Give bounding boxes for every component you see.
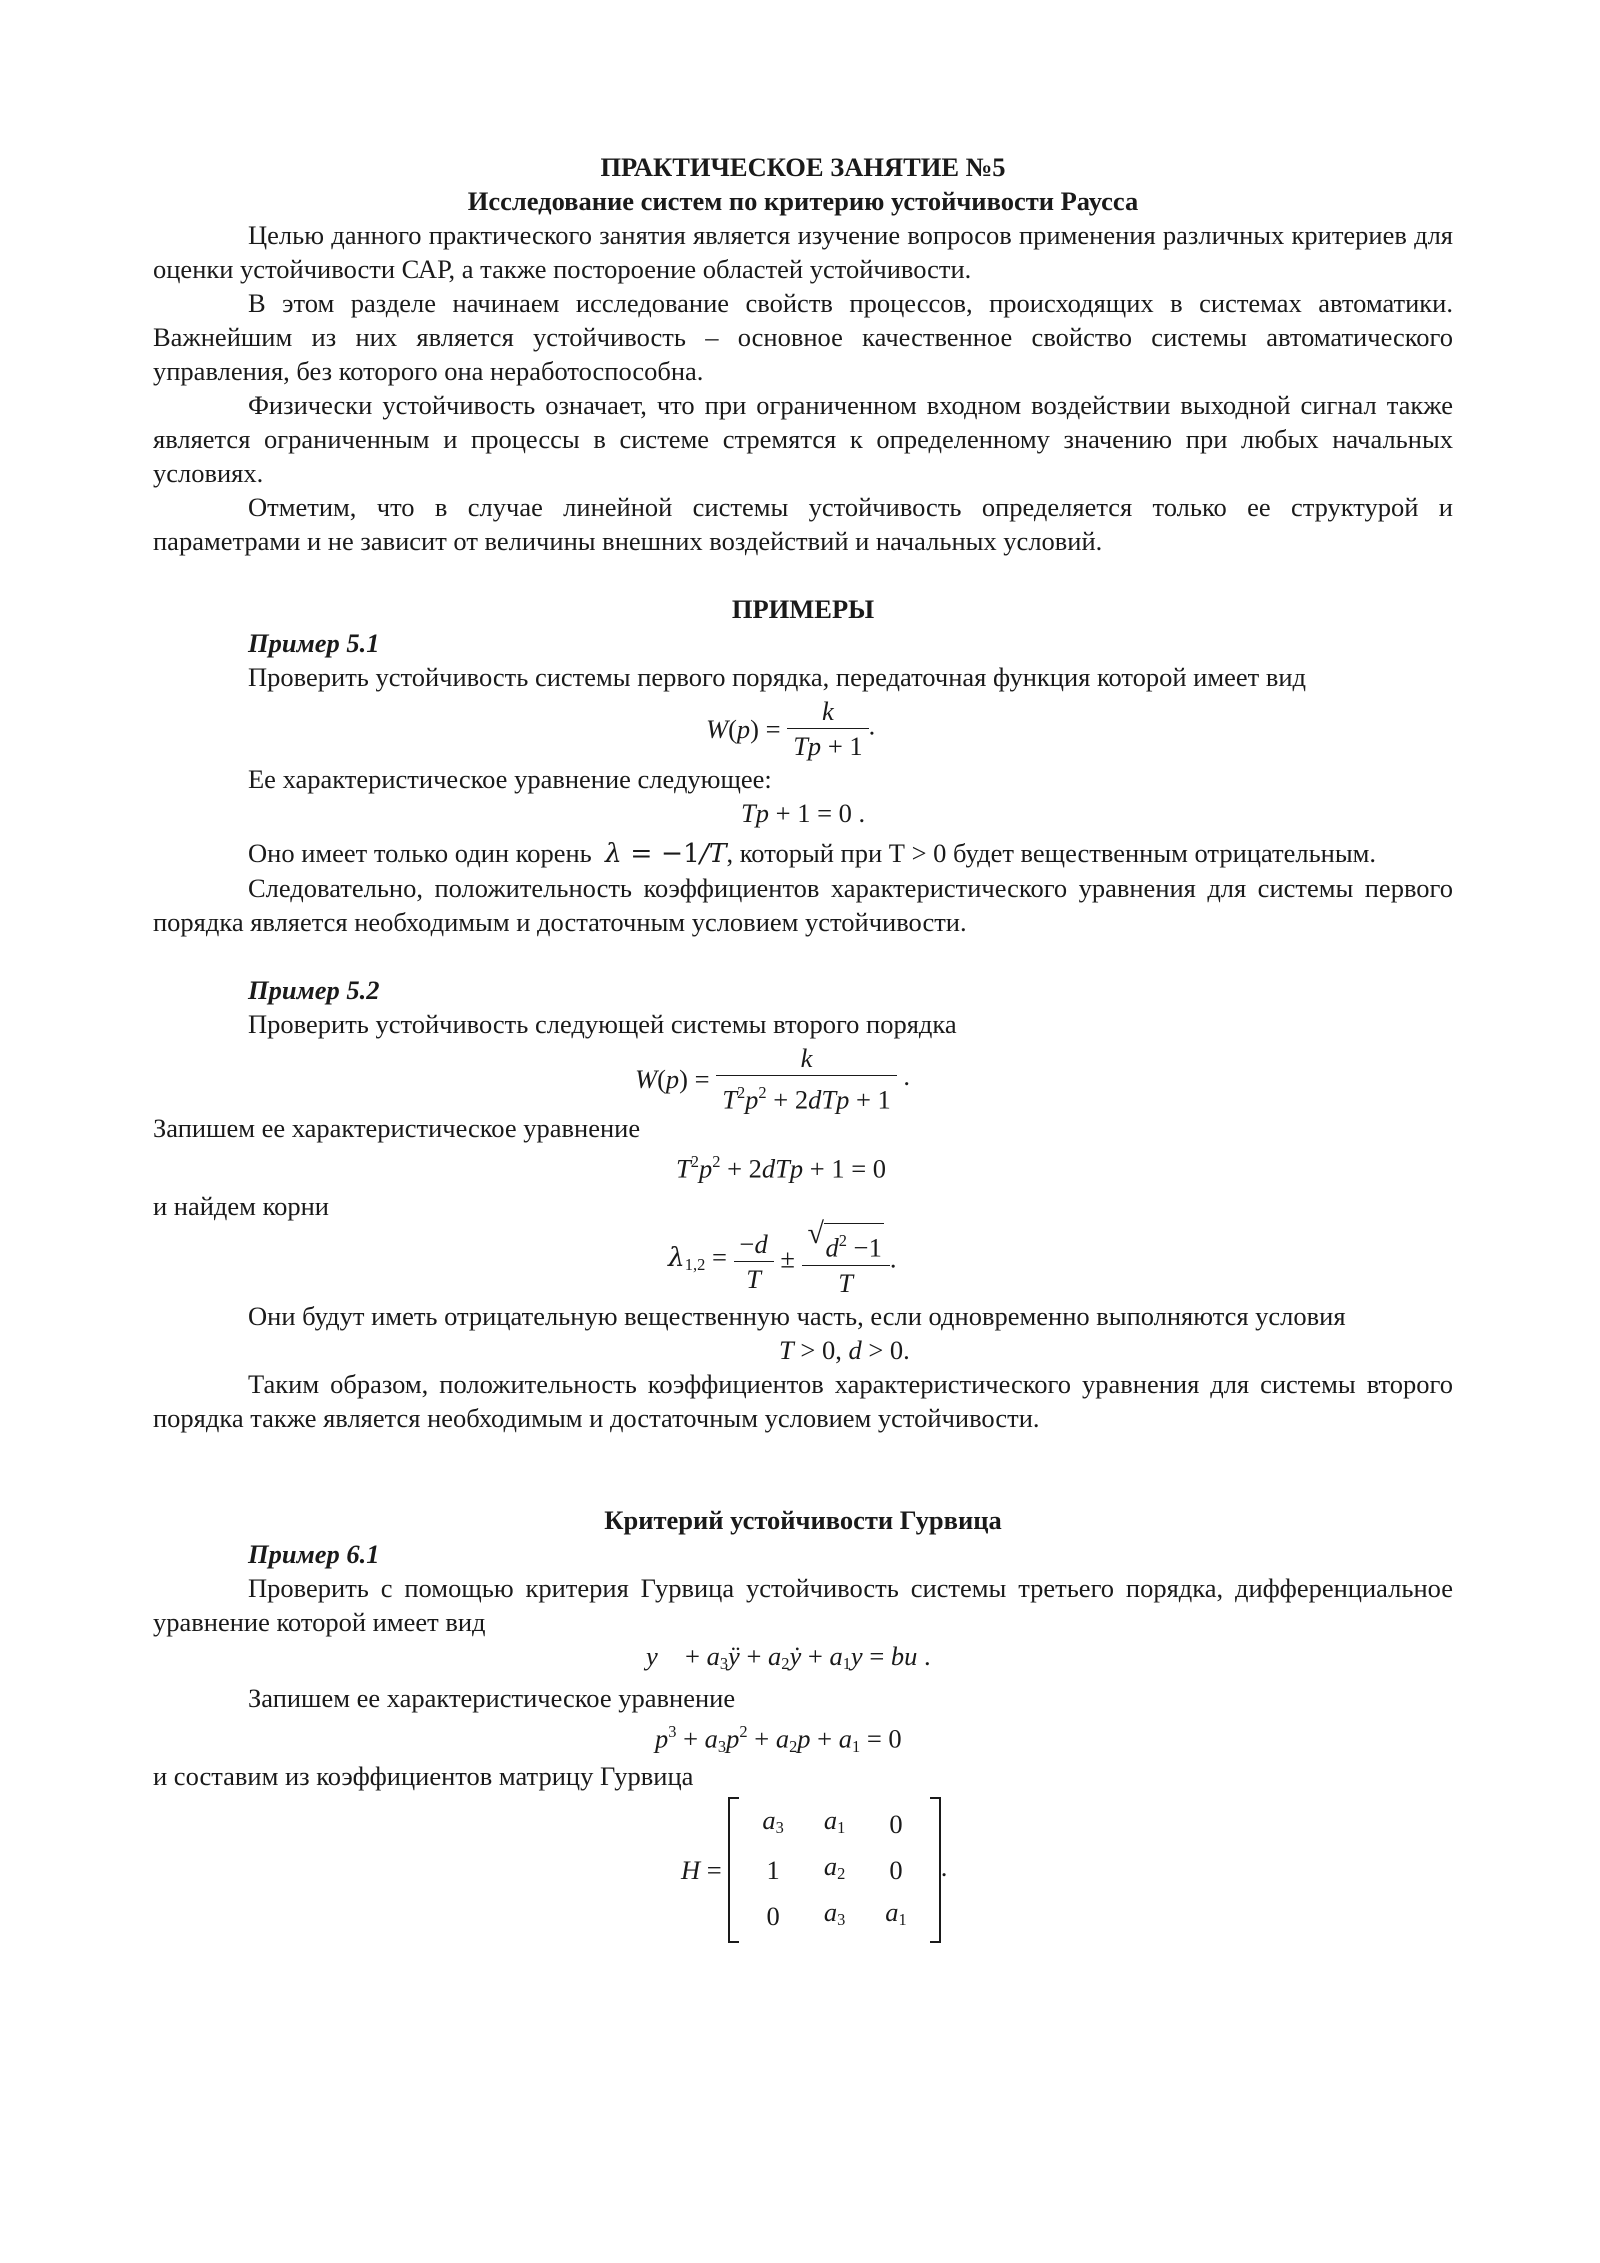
characteristic-equation: $T^2p^2 + 2dTp + 1 = 0$ bbox=[676, 1152, 887, 1184]
example-text: Запишем ее характеристическое уравнение bbox=[153, 1113, 641, 1143]
intro-paragraph: Целью данного практического занятия является изучение вопросов применения различных критериев для оценки устойчивости САР, а также постороение областей устойчивости. bbox=[153, 220, 1453, 284]
example-label: Пример 6.1 bbox=[248, 1539, 380, 1569]
example-text: Проверить устойчивость системы первого порядка, передаточная функция которой имеет вид bbox=[248, 662, 1307, 692]
stability-conditions: T > 0, d > 0. bbox=[779, 1335, 910, 1365]
differential-equation: y⃛ + $a_3ÿ$ + $a_2ẏ + a_1y$ = bu . bbox=[646, 1641, 931, 1674]
example-text: Таким образом, положительность коэффициентов характеристического уравнения для системы второго порядка также является необходимым и достаточным условием устойчивости. bbox=[153, 1369, 1453, 1433]
hurwitz-matrix: H = $a_3$ $a_1$ 0 1 $a_2$ 0 0 $a_3$ $a_1$ . bbox=[681, 1797, 1453, 1943]
document-content bbox=[153, 150, 1453, 1943]
example-text: и найдем корни bbox=[153, 1191, 329, 1221]
examples-heading: ПРИМЕРЫ bbox=[731, 594, 875, 624]
example-text: Проверить устойчивость следующей системы второго порядка bbox=[248, 1009, 957, 1039]
page-subtitle: Исследование систем по критерию устойчивости Раусса bbox=[467, 186, 1139, 216]
example-text: и составим из коэффициентов матрицу Гурвица bbox=[153, 1761, 694, 1792]
roots-formula: $\lambda_{1,2}$ = $\frac{-d}{T}$ ± √ $d^2 -1$ T . bbox=[668, 1217, 897, 1298]
example-text: Проверить с помощью критерия Гурвица устойчивость системы третьего порядка, дифференциальное уравнение которой имеет вид bbox=[153, 1573, 1453, 1637]
example-text: Оно имеет только один корень λ = −1/T, который при Т > 0 будет вещественным отрицательным. bbox=[248, 838, 1377, 869]
example-label: Пример 5.2 bbox=[248, 975, 380, 1005]
intro-paragraph: Физически устойчивость означает, что при ограниченном входном воздействии выходной сигнал также является ограниченным и процессы в системе стремятся к определенному значению при любых начальных условиях. bbox=[153, 390, 1453, 488]
example-text: Ее характеристическое уравнение следующее: bbox=[248, 764, 772, 794]
intro-paragraph: Отметим, что в случае линейной системы устойчивость определяется только ее структурой и параметрами и не зависит от величины внешних воздействий и начальных условий. bbox=[153, 492, 1453, 556]
transfer-function-formula: W(p) = $\frac{k}{Tp + 1}$ . bbox=[706, 696, 876, 761]
example-text: Они будут иметь отрицательную вещественную часть, если одновременно выполняются условия bbox=[248, 1301, 1346, 1331]
characteristic-equation: Tp + 1 = 0 . bbox=[741, 798, 866, 828]
transfer-function-formula: W(p) = $\frac{k}{T^2p^2 + 2dTp + 1}$ . bbox=[635, 1043, 911, 1115]
intro-paragraph: В этом разделе начинаем исследование свойств процессов, происходящих в системах автоматики. Важнейшим из них является устойчивость – основное качественное свойство системы автоматического управления, без которого она неработоспособна. bbox=[153, 288, 1453, 386]
example-text: Следовательно, положительность коэффициентов характеристического уравнения для системы первого порядка является необходимым и достаточным условием устойчивости. bbox=[153, 873, 1453, 937]
hurwitz-heading: Критерий устойчивости Гурвица bbox=[604, 1505, 1002, 1535]
matrix-brackets: $a_3$ $a_1$ 0 1 $a_2$ 0 0 $a_3$ $a_1$ bbox=[728, 1797, 940, 1943]
example-label: Пример 5.1 bbox=[248, 628, 380, 658]
page-title: ПРАКТИЧЕСКОЕ ЗАНЯТИЕ №5 bbox=[600, 152, 1006, 182]
example-text: Запишем ее характеристическое уравнение bbox=[248, 1683, 736, 1714]
characteristic-equation: $p^3 + a_3p^2 + a_2p + a_1 = 0$ bbox=[655, 1722, 902, 1756]
